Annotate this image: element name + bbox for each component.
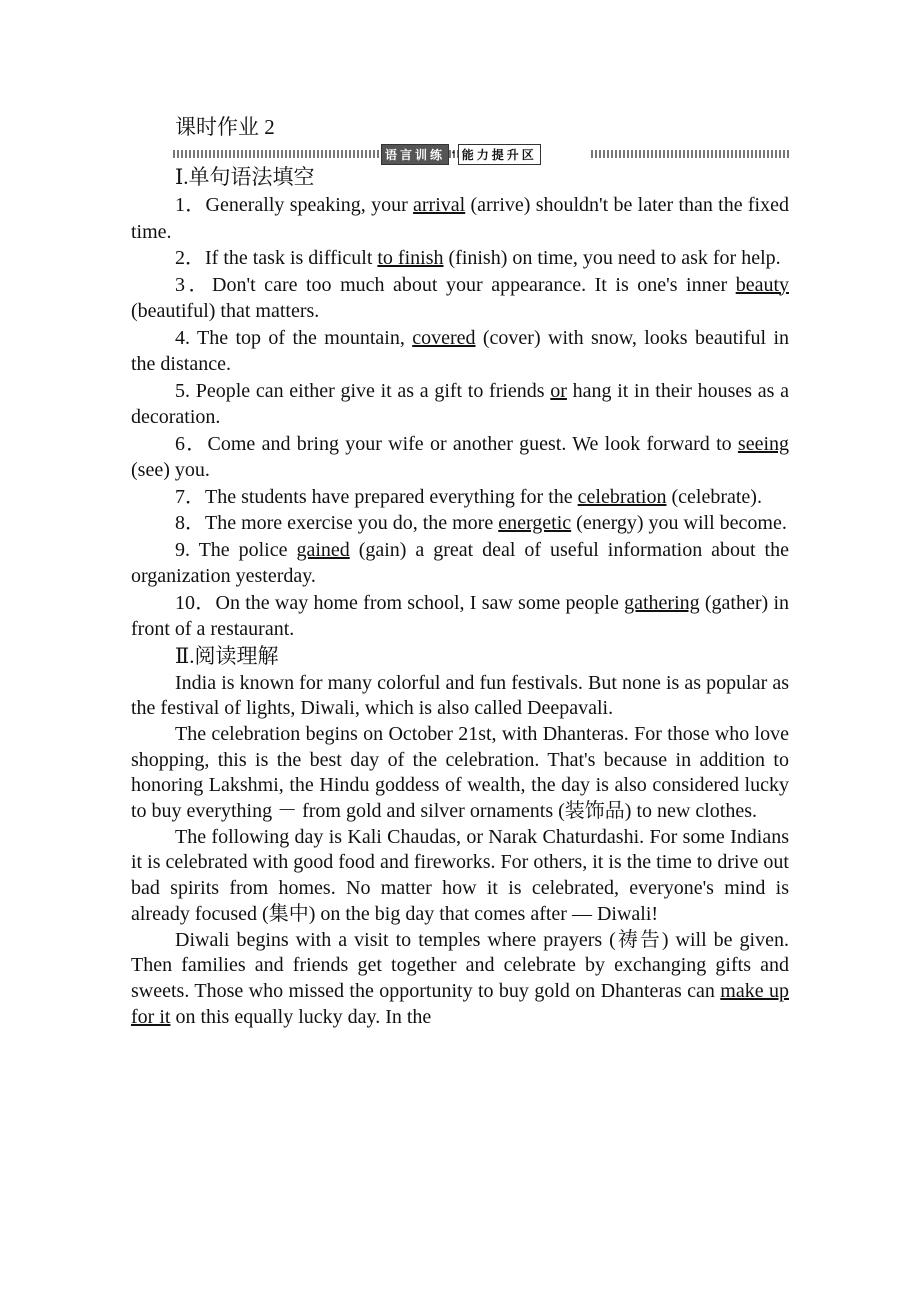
question-item: 3．Don't care too much about your appearance. It is one's inner beauty (beautiful) that matters. <box>131 273 789 322</box>
section-title-grammar: Ⅰ.单句语法填空 <box>175 165 315 189</box>
question-item: 6．Come and bring your wife or another guest. We look forward to seeing (see) you. <box>131 432 789 481</box>
banner-tag <box>381 144 541 164</box>
homework-title: 课时作业 2 <box>175 115 275 139</box>
answer-blank: energetic <box>498 512 572 534</box>
question-item: 4. The top of the mountain, covered (cover) with snow, looks beautiful in the distance. <box>131 326 789 375</box>
banner-ability-zone: 能力提升区 <box>458 144 541 165</box>
question-item: 1．Generally speaking, your arrival (arrive) shouldn't be later than the fixed time. <box>131 194 789 243</box>
answer-blank: to finish <box>377 247 444 269</box>
reading-passage <box>131 671 789 1031</box>
answer-blank: arrival <box>413 194 466 216</box>
question-item: 2．If the task is difficult to finish (finish) on time, you need to ask for help. <box>175 247 781 269</box>
question-item: 9. The police gained (gain) a great deal of useful information about the organization yesterday. <box>131 538 789 587</box>
answer-blank: celebration <box>577 485 667 508</box>
question-item: 8．The more exercise you do, the more energetic (energy) you will become. <box>175 512 787 534</box>
answer-blank: seeing <box>737 432 789 455</box>
question-item: 10．On the way home from school, I saw some people gathering (gather) in front of a restaurant. <box>131 591 790 640</box>
banner-dot: · <box>451 146 456 161</box>
worksheet-page <box>131 112 789 1030</box>
passage-paragraph: The celebration begins on October 21st, with Dhanteras. For those who love shopping, this is the best day of the celebration. That's because in addition to honoring Lakshmi, the Hindu goddess of wealth, the day is also considered lucky to buy everything － from gold and silver ornaments (装饰品) to new clothes. <box>131 722 789 823</box>
answer-blank: beauty <box>735 273 789 296</box>
banner-rule-right <box>591 150 791 158</box>
section-banner <box>131 144 789 164</box>
answer-blank: or <box>550 379 567 402</box>
answer-blank: gained <box>296 538 350 561</box>
question-item: 7．The students have prepared everything for the celebration (celebrate). <box>175 485 762 508</box>
banner-language-training: 语言训练 <box>381 144 449 165</box>
underlined-phrase: make up for it <box>131 979 790 1028</box>
passage-paragraph: Diwali begins with a visit to temples where prayers (祷告) will be given. Then families and friends get together and celebrate by exchanging gifts and sweets. Those who missed the opportunity to buy gold on Dhanteras can make up for it on this equally lucky day. In the <box>131 928 790 1028</box>
answer-blank: gathering <box>624 591 700 614</box>
section-title-reading: Ⅱ.阅读理解 <box>175 643 279 668</box>
question-item: 5. People can either give it as a gift to friends or hang it in their houses as a decoration. <box>131 379 789 428</box>
answer-blank: covered <box>412 326 476 349</box>
passage-paragraph: The following day is Kali Chaudas, or Narak Chaturdashi. For some Indians it is celebrated with good food and fireworks. For others, it is the time to drive out bad spirits from homes. No matter how it is celebrated, everyone's mind is already focused (集中) on the big day that comes after — Diwali! <box>131 825 789 925</box>
grammar-question-list <box>131 192 789 643</box>
passage-paragraph: India is known for many colorful and fun festivals. But none is as popular as the festival of lights, Diwali, which is also called Deepavali. <box>131 671 789 720</box>
